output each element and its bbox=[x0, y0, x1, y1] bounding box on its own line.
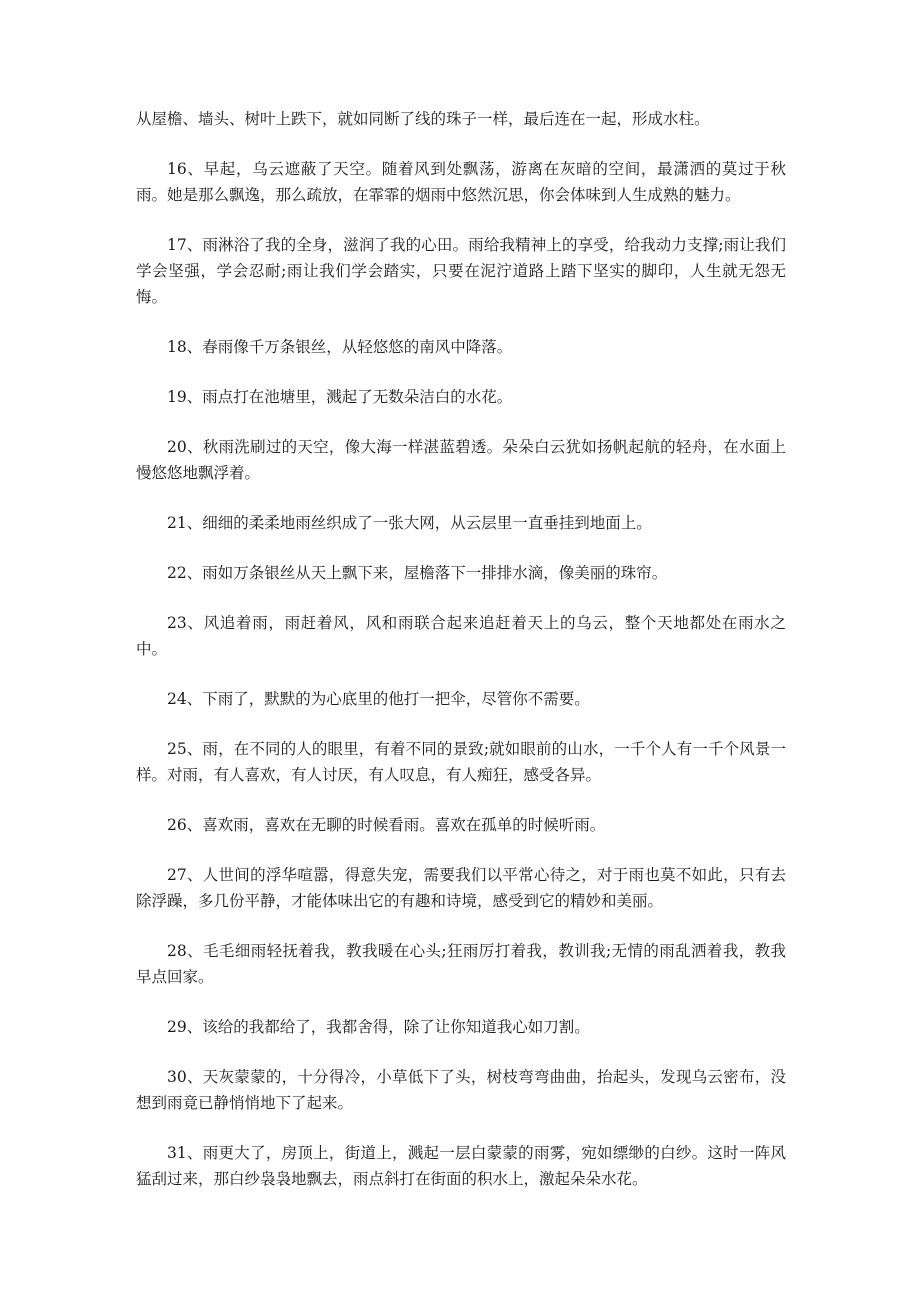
paragraph-31: 31、雨更大了，房顶上，街道上，溅起一层白蒙蒙的雨雾，宛如缥缈的白纱。这时一阵风猛刮过来，那白纱袅袅地飘去，雨点斜打在街面的积水上，激起朵朵水花。 bbox=[136, 1144, 786, 1188]
paragraph-18: 18、春雨像千万条银丝，从轻悠悠的南风中降落。 bbox=[167, 338, 513, 356]
paragraph-30: 30、天灰蒙蒙的，十分得冷，小草低下了头，树枝弯弯曲曲，抬起头，发现乌云密布，没想到雨竟已静悄悄地下了起来。 bbox=[136, 1068, 786, 1112]
paragraph-22: 22、雨如万条银丝从天上飘下来，屋檐落下一排排水滴，像美丽的珠帘。 bbox=[167, 564, 668, 582]
paragraph-26: 26、喜欢雨，喜欢在无聊的时候看雨。喜欢在孤单的时候听雨。 bbox=[167, 816, 606, 834]
paragraph-21: 21、细细的柔柔地雨丝织成了一张大网，从云层里一直垂挂到地面上。 bbox=[167, 514, 652, 532]
paragraph-20: 20、秋雨洗刷过的天空，像大海一样湛蓝碧透。朵朵白云犹如扬帆起航的轻舟，在水面上慢悠悠地飘浮着。 bbox=[136, 438, 786, 482]
paragraph-23: 23、风追着雨，雨赶着风，风和雨联合起来追赶着天上的乌云，整个天地都处在雨水之中。 bbox=[136, 614, 786, 658]
paragraph-continuation: 从屋檐、墙头、树叶上跌下，就如同断了线的珠子一样，最后连在一起，形成水柱。 bbox=[136, 110, 710, 128]
paragraph-25: 25、雨，在不同的人的眼里，有着不同的景致;就如眼前的山水，一千个人有一千个风景一样。对雨，有人喜欢，有人讨厌，有人叹息，有人痴狂，感受各异。 bbox=[136, 740, 786, 784]
paragraph-29: 29、该给的我都给了，我都舍得，除了让你知道我心如刀割。 bbox=[167, 1018, 590, 1036]
paragraph-27: 27、人世间的浮华喧嚣，得意失宠，需要我们以平常心待之，对于雨也莫不如此，只有去除浮躁，多几份平静，才能体味出它的有趣和诗境，感受到它的精妙和美丽。 bbox=[136, 866, 786, 910]
paragraph-28: 28、毛毛细雨轻抚着我，教我暖在心头;狂雨厉打着我，教训我;无情的雨乱洒着我，教我早点回家。 bbox=[136, 942, 786, 986]
paragraph-24: 24、下雨了，默默的为心底里的他打一把伞，尽管你不需要。 bbox=[167, 690, 590, 708]
paragraph-16: 16、早起，乌云遮蔽了天空。随着风到处飘荡，游离在灰暗的空间，最潇洒的莫过于秋雨。她是那么飘逸，那么疏放，在霏霏的烟雨中悠然沉思，你会体味到人生成熟的魅力。 bbox=[136, 160, 786, 204]
document-body bbox=[136, 106, 786, 1192]
paragraph-17: 17、雨淋浴了我的全身，滋润了我的心田。雨给我精神上的享受，给我动力支撑;雨让我们学会坚强，学会忍耐;雨让我们学会踏实，只要在泥泞道路上踏下坚实的脚印，人生就无怨无悔。 bbox=[136, 236, 786, 306]
paragraph-19: 19、雨点打在池塘里，溅起了无数朵洁白的水花。 bbox=[167, 388, 513, 406]
